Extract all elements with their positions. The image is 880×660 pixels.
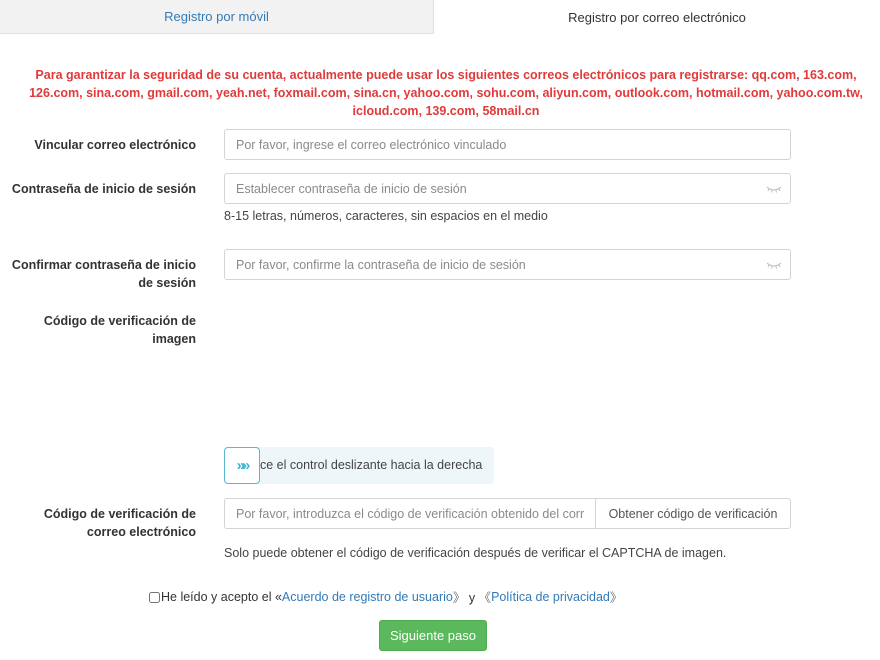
confirm-password-field-wrapper	[224, 249, 791, 280]
email-code-group	[224, 498, 791, 529]
password-hint: 8-15 letras, números, caracteres, sin espacios en el medio	[224, 209, 548, 223]
password-field[interactable]	[236, 182, 779, 196]
get-code-button[interactable]: Obtener código de verificación	[595, 498, 791, 529]
agreement-row	[149, 588, 622, 606]
privacy-policy-link[interactable]: Política de privacidad	[491, 590, 610, 604]
email-code-label	[44, 505, 196, 541]
tab-email-registration[interactable]: Registro por correo electrónico	[434, 0, 880, 34]
registration-tabs	[0, 0, 880, 34]
slider-handle[interactable]	[224, 447, 260, 484]
slider-instruction: ce el control deslizante hacia la derecha	[260, 458, 483, 472]
password-label: Contraseña de inicio de sesión	[11, 182, 196, 196]
image-captcha-label	[44, 312, 196, 348]
confirm-password-label-line2: de sesión	[138, 276, 196, 290]
email-code-label-line2: correo electrónico	[86, 525, 196, 539]
email-field-wrapper	[224, 129, 791, 160]
email-label: Vincular correo electrónico	[34, 138, 196, 152]
email-code-label-line1: Código de verificación de	[43, 507, 196, 521]
allowed-emails-notice: Para garantizar la seguridad de su cuenta, actualmente puede usar los siguientes correos electrónicos para registrarse: qq.com, 163.com, 126.com, sina.com, gmail.com, yeah.net, foxmail.com, sina.cn, yahoo.com, sohu.com, aliyun.com, outlook.com, hotmail.com, yahoo.com.tw, icloud.com, 139.com, 58mail.cn	[29, 68, 863, 118]
tab-mobile-registration[interactable]: Registro por móvil	[0, 0, 434, 34]
eye-closed-icon[interactable]	[766, 185, 782, 193]
email-field[interactable]	[236, 138, 779, 152]
eye-closed-icon[interactable]	[766, 261, 782, 269]
user-agreement-link[interactable]: Acuerdo de registro de usuario	[281, 590, 453, 604]
confirm-password-field[interactable]	[236, 258, 779, 272]
image-captcha-label-line2: imagen	[152, 332, 196, 346]
confirm-password-label-line1: Confirmar contraseña de inicio	[11, 258, 196, 272]
agreement-middle: 》 y 《	[452, 591, 492, 605]
email-code-field[interactable]	[236, 507, 584, 521]
email-code-hint: Solo puede obtener el código de verificación después de verificar el CAPTCHA de imagen.	[224, 546, 727, 560]
password-field-wrapper	[224, 173, 791, 204]
agreement-suffix: 》	[609, 591, 623, 605]
agreement-prefix: He leído y acepto el «	[161, 590, 282, 604]
image-captcha-label-line1: Código de verificación de	[43, 314, 196, 328]
confirm-password-label	[12, 256, 196, 292]
double-chevron-right-icon: »»	[236, 457, 248, 474]
email-code-field-wrapper	[224, 498, 595, 529]
agreement-checkbox[interactable]	[149, 592, 160, 603]
next-step-button[interactable]: Siguiente paso	[379, 620, 487, 651]
captcha-slider	[224, 447, 494, 484]
